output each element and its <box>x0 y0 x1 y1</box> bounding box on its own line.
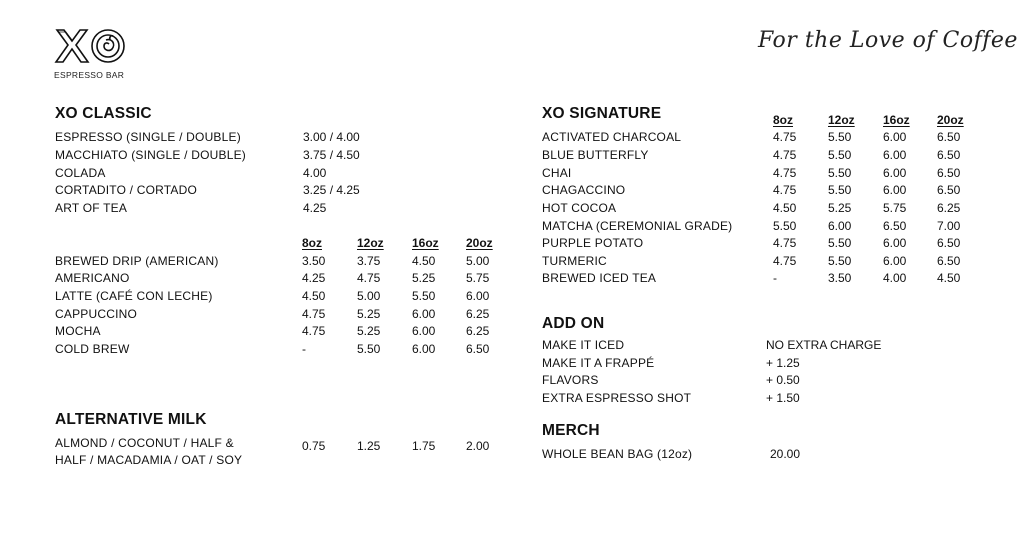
price-16oz: 6.00 <box>883 254 907 268</box>
menu-item-price: 3.00 / 4.00 <box>303 130 360 144</box>
price-16oz: 6.00 <box>412 324 436 338</box>
price-20oz: 6.25 <box>466 307 490 321</box>
add-on-price: + 0.50 <box>766 373 800 387</box>
menu-item-name: BREWED ICED TEA <box>542 271 657 285</box>
menu-item-price: 3.25 / 4.25 <box>303 183 360 197</box>
price-12oz: 5.25 <box>357 307 381 321</box>
xo-logo <box>54 26 128 66</box>
price-16oz: 1.75 <box>412 439 436 453</box>
menu-item-name: HOT COCOA <box>542 201 617 215</box>
price-8oz: 4.75 <box>773 254 797 268</box>
menu-item-name: LATTE (CAFÉ CON LECHE) <box>55 289 213 303</box>
add-on-price: NO EXTRA CHARGE <box>766 338 882 352</box>
add-on-name: MAKE IT A FRAPPÉ <box>542 356 655 370</box>
price-12oz: 5.00 <box>357 289 381 303</box>
price-16oz: 4.00 <box>883 271 907 285</box>
add-on-price: + 1.50 <box>766 391 800 405</box>
alt-milk-line-2: HALF / MACADAMIA / OAT / SOY <box>55 453 243 467</box>
price-16oz: 5.50 <box>412 289 436 303</box>
price-12oz: 3.50 <box>828 271 852 285</box>
price-12oz: 5.50 <box>357 342 381 356</box>
price-16oz: 6.00 <box>412 307 436 321</box>
price-8oz: 3.50 <box>302 254 326 268</box>
price-12oz: 5.25 <box>357 324 381 338</box>
price-12oz: 5.25 <box>828 201 852 215</box>
price-8oz: - <box>773 271 777 285</box>
menu-item-name: BREWED DRIP (AMERICAN) <box>55 254 219 268</box>
size-header-8oz: 8oz <box>773 113 794 127</box>
menu-item-price: 4.00 <box>303 166 327 180</box>
price-20oz: 6.50 <box>466 342 490 356</box>
size-header-8oz: 8oz <box>302 236 323 250</box>
price-16oz: 6.00 <box>883 166 907 180</box>
price-8oz: - <box>302 342 306 356</box>
add-on-price: + 1.25 <box>766 356 800 370</box>
price-8oz: 4.25 <box>302 271 326 285</box>
price-20oz: 5.75 <box>466 271 490 285</box>
price-8oz: 4.75 <box>773 166 797 180</box>
price-12oz: 5.50 <box>828 130 852 144</box>
price-12oz: 1.25 <box>357 439 381 453</box>
price-8oz: 4.75 <box>302 324 326 338</box>
merch-heading: MERCH <box>542 422 600 439</box>
price-8oz: 4.50 <box>302 289 326 303</box>
price-12oz: 5.50 <box>828 148 852 162</box>
add-on-name: MAKE IT ICED <box>542 338 625 352</box>
add-on-name: EXTRA ESPRESSO SHOT <box>542 391 692 405</box>
size-header-16oz: 16oz <box>412 236 439 250</box>
price-20oz: 6.50 <box>937 148 961 162</box>
xo-signature-heading: XO SIGNATURE <box>542 105 662 122</box>
add-on-heading: ADD ON <box>542 315 605 332</box>
xo-logo-icon <box>54 26 128 66</box>
price-8oz: 4.75 <box>773 148 797 162</box>
menu-item-name: MACCHIATO (SINGLE / DOUBLE) <box>55 148 246 162</box>
menu-item-name: ACTIVATED CHARCOAL <box>542 130 682 144</box>
price-20oz: 6.50 <box>937 166 961 180</box>
menu-item-name: PURPLE POTATO <box>542 236 644 250</box>
price-20oz: 6.00 <box>466 289 490 303</box>
menu-item-name: CHAGACCINO <box>542 183 626 197</box>
menu-item-price: 4.25 <box>303 201 327 215</box>
merch-item-name: WHOLE BEAN BAG (12oz) <box>542 447 693 461</box>
size-header-20oz: 20oz <box>937 113 964 127</box>
price-12oz: 4.75 <box>357 271 381 285</box>
merch-item-price: 20.00 <box>770 447 801 461</box>
price-16oz: 6.00 <box>883 183 907 197</box>
price-12oz: 3.75 <box>357 254 381 268</box>
price-8oz: 0.75 <box>302 439 326 453</box>
size-header-12oz: 12oz <box>357 236 384 250</box>
menu-item-name: ESPRESSO (SINGLE / DOUBLE) <box>55 130 241 144</box>
tagline: For the Love of Coffee <box>758 28 1018 53</box>
price-20oz: 5.00 <box>466 254 490 268</box>
price-16oz: 6.00 <box>883 130 907 144</box>
price-16oz: 6.00 <box>883 148 907 162</box>
price-20oz: 2.00 <box>466 439 490 453</box>
price-20oz: 6.25 <box>937 201 961 215</box>
alt-milk-line-1: ALMOND / COCONUT / HALF & <box>55 436 234 450</box>
add-on-name: FLAVORS <box>542 373 599 387</box>
price-8oz: 4.75 <box>773 183 797 197</box>
menu-item-name: ART OF TEA <box>55 201 128 215</box>
price-12oz: 5.50 <box>828 183 852 197</box>
price-8oz: 5.50 <box>773 219 797 233</box>
price-16oz: 6.00 <box>883 236 907 250</box>
menu-item-name: TURMERIC <box>542 254 607 268</box>
menu-item-name: COLADA <box>55 166 106 180</box>
price-16oz: 6.50 <box>883 219 907 233</box>
price-20oz: 6.50 <box>937 236 961 250</box>
menu-item-name: AMERICANO <box>55 271 130 285</box>
menu-item-name: CHAI <box>542 166 572 180</box>
logo-subtitle: ESPRESSO BAR <box>54 70 125 80</box>
price-16oz: 6.00 <box>412 342 436 356</box>
menu-item-name: BLUE BUTTERFLY <box>542 148 649 162</box>
price-20oz: 4.50 <box>937 271 961 285</box>
price-16oz: 5.75 <box>883 201 907 215</box>
price-16oz: 4.50 <box>412 254 436 268</box>
price-16oz: 5.25 <box>412 271 436 285</box>
price-12oz: 5.50 <box>828 254 852 268</box>
size-header-12oz: 12oz <box>828 113 855 127</box>
price-20oz: 6.50 <box>937 130 961 144</box>
price-8oz: 4.50 <box>773 201 797 215</box>
price-12oz: 5.50 <box>828 166 852 180</box>
price-8oz: 4.75 <box>773 236 797 250</box>
size-header-16oz: 16oz <box>883 113 910 127</box>
menu-item-price: 3.75 / 4.50 <box>303 148 360 162</box>
price-20oz: 6.50 <box>937 254 961 268</box>
price-20oz: 6.25 <box>466 324 490 338</box>
menu-item-name: CORTADITO / CORTADO <box>55 183 198 197</box>
price-8oz: 4.75 <box>773 130 797 144</box>
alternative-milk-heading: ALTERNATIVE MILK <box>55 411 207 428</box>
xo-classic-heading: XO CLASSIC <box>55 105 152 122</box>
menu-item-name: MATCHA (CEREMONIAL GRADE) <box>542 219 733 233</box>
price-20oz: 6.50 <box>937 183 961 197</box>
price-12oz: 6.00 <box>828 219 852 233</box>
price-8oz: 4.75 <box>302 307 326 321</box>
menu-item-name: MOCHA <box>55 324 101 338</box>
size-header-20oz: 20oz <box>466 236 493 250</box>
menu-item-name: CAPPUCCINO <box>55 307 138 321</box>
menu-item-name: COLD BREW <box>55 342 130 356</box>
price-20oz: 7.00 <box>937 219 961 233</box>
price-12oz: 5.50 <box>828 236 852 250</box>
